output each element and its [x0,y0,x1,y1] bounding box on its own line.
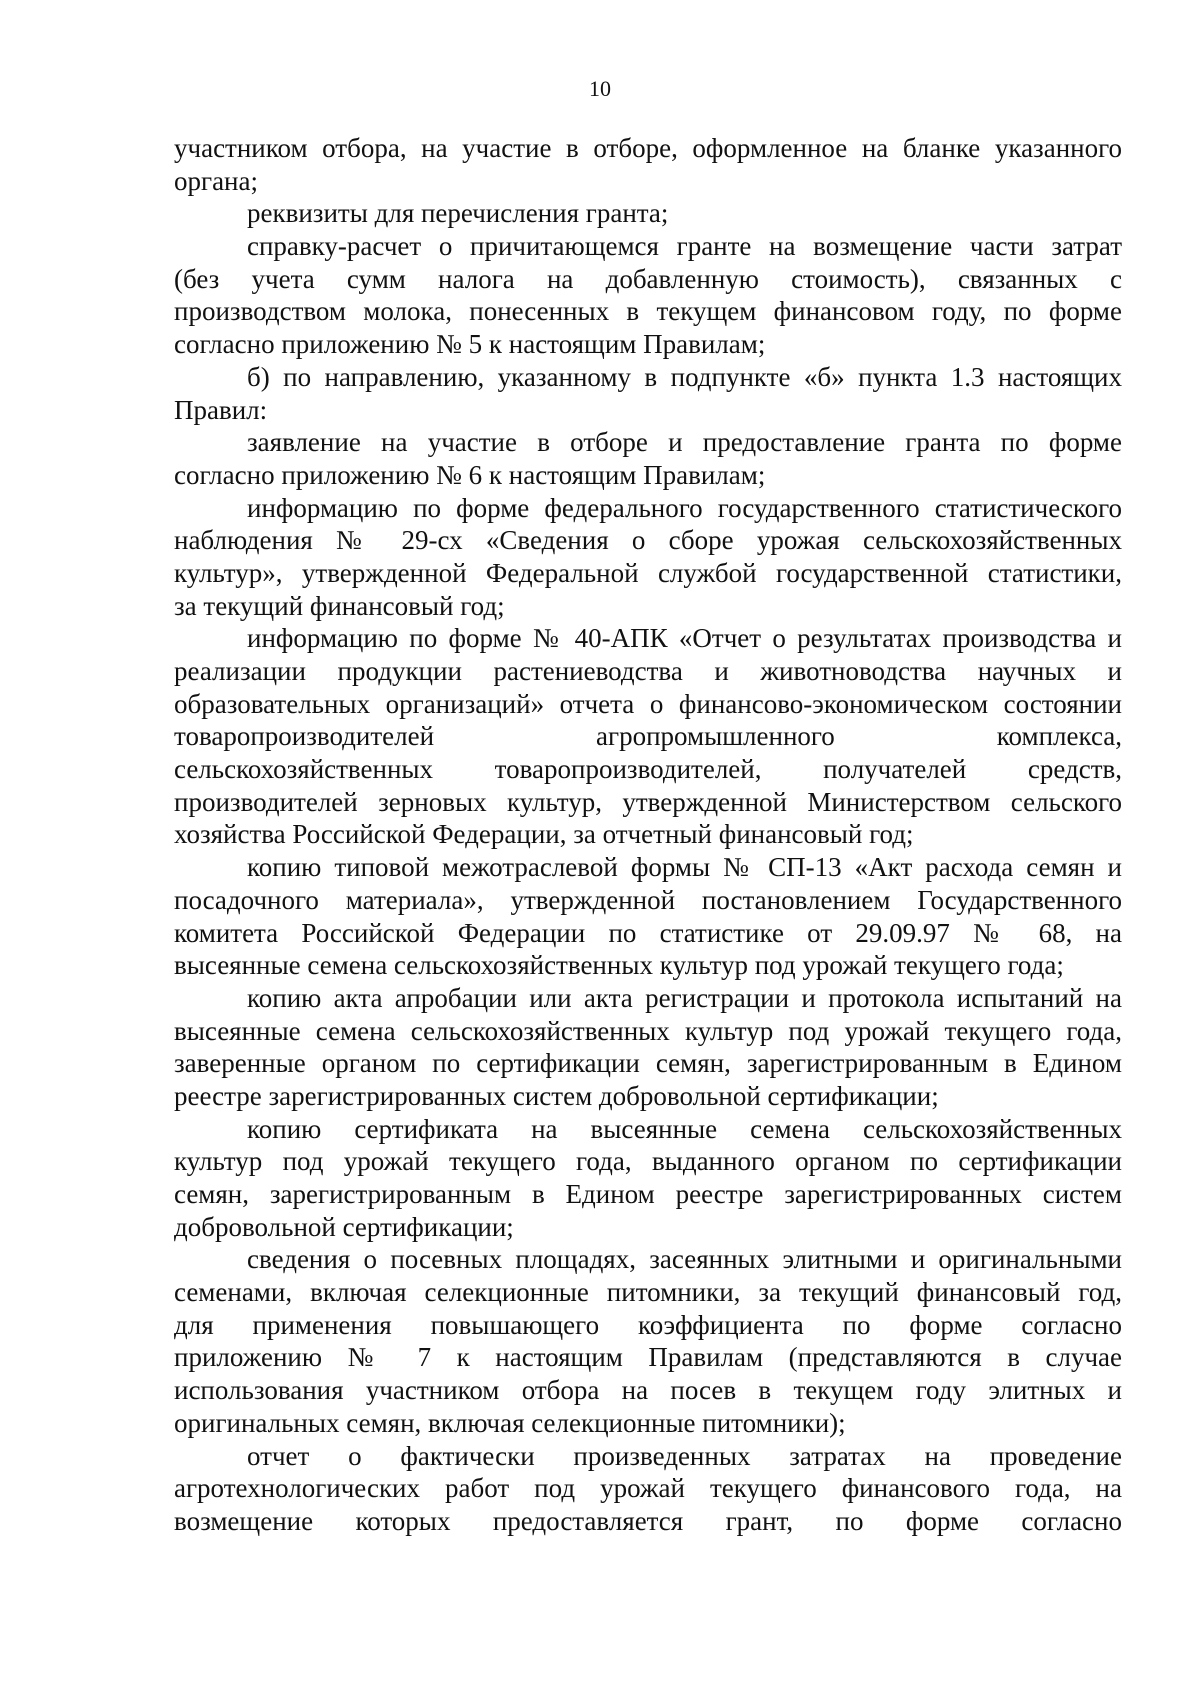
text-line: информацию по форме № 40-АПК «Отчет о результатах производства и [247,623,1122,654]
text-line: копию сертификата на высеянные семена сельскохозяйственных [247,1113,1122,1144]
text-line: реализации продукции растениеводства и животноводства научных и [174,656,1122,686]
text-line: агротехнологических работ под урожай текущего финансового года, на [174,1473,1122,1504]
text-line: добровольной сертификации; [174,1211,514,1242]
text-line: посадочного материала», утвержденной постановлением Государственного [174,884,1122,915]
text-line: семенами, включая селекционные питомники, за текущий финансовый год, [174,1277,1122,1308]
text-line: возмещение которых предоставляется грант, по форме согласно [174,1505,1122,1536]
text-line: Правил: [174,394,268,425]
text-line: культур», утвержденной Федеральной службой государственной статистики, [174,557,1122,588]
text-line: товаропроизводителей агропромышленного комплекса, [174,721,1122,752]
text-line: для применения повышающего коэффициента по форме согласно [174,1309,1122,1340]
text-line: комитета Российской Федерации по статистике от 29.09.97 № 68, на [174,917,1122,948]
page-number: 10 [589,76,611,101]
text-line: заявление на участие в отборе и предоставление гранта по форме [247,427,1122,458]
text-line: образовательных организаций» отчета о финансово-экономическом состоянии [174,688,1122,719]
text-line: реестре зарегистрированных систем добровольной сертификации; [174,1080,939,1111]
text-line: семян, зарегистрированным в Едином реестре зарегистрированных систем [174,1179,1122,1209]
text-line: хозяйства Российской Федерации, за отчетный финансовый год; [174,819,914,850]
text-line: б) по направлению, указанному в подпункте «б» пункта 1.3 настоящих [247,361,1122,392]
text-line: наблюдения № 29-сх «Сведения о сборе урожая сельскохозяйственных [174,525,1122,556]
text-line: копию акта апробации или акта регистрации и протокола испытаний на [247,982,1122,1013]
text-line: производителей зерновых культур, утвержденной Министерством сельского [174,786,1122,817]
text-line: органа; [174,165,258,196]
text-line: сельскохозяйственных товаропроизводителей, получателей средств, [174,754,1122,785]
text-line: реквизиты для перечисления гранта; [247,198,669,229]
text-line: высеянные семена сельскохозяйственных культур под урожай текущего года; [174,950,1064,981]
text-line: производством молока, понесенных в текущем финансовом году, по форме [174,296,1122,327]
text-line: за текущий финансовый год; [174,590,505,621]
text-line: согласно приложению № 6 к настоящим Правилам; [174,459,766,490]
document-body [174,132,1122,1538]
text-line: приложению № 7 к настоящим Правилам (представляются в случае [174,1342,1122,1373]
text-line: культур под урожай текущего года, выданного органом по сертификации [174,1146,1122,1177]
text-line: отчет о фактически произведенных затратах на проведение [247,1440,1122,1471]
text-line: заверенные органом по сертификации семян, зарегистрированным в Едином [174,1048,1122,1079]
text-line: согласно приложению № 5 к настоящим Правилам; [174,329,766,360]
text-line: (без учета сумм налога на добавленную стоимость), связанных с [174,263,1122,294]
text-line: высеянные семена сельскохозяйственных культур под урожай текущего года, [174,1015,1122,1046]
text-line: сведения о посевных площадях, засеянных элитными и оригинальными [247,1244,1122,1275]
text-line: использования участником отбора на посев в текущем году элитных и [174,1375,1122,1406]
text-line: участником отбора, на участие в отборе, оформленное на бланке указанного [174,133,1122,163]
text-line: копию типовой межотраслевой формы № СП-13 «Акт расхода семян и [247,852,1122,883]
text-line: оригинальных семян, включая селекционные питомники); [174,1407,846,1438]
text-line: информацию по форме федерального государственного статистического [247,492,1122,523]
text-line: справку-расчет о причитающемся гранте на возмещение части затрат [247,231,1122,262]
